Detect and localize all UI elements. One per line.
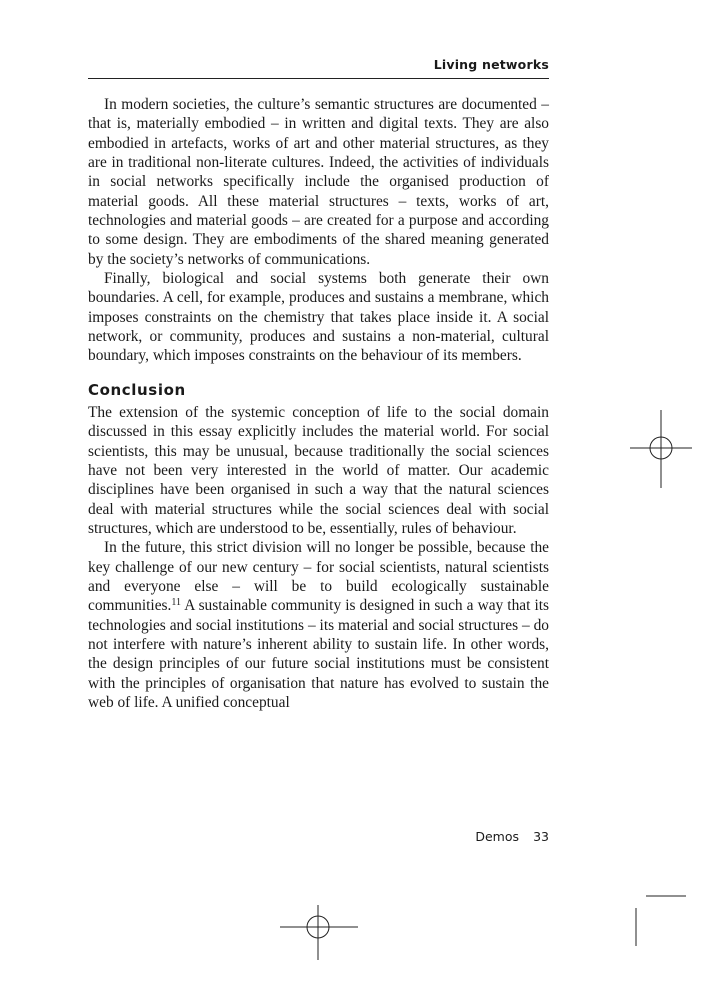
body-text [88,95,549,712]
paragraph-boundaries: Finally, biological and social systems both generate their own boundaries. A cell, for example, produces and sustains a membrane, which imposes constraints on the chemistry that takes place inside it. A social network, or community, produces and sustains a non-material, cultural boundary, which imposes constraints on the behaviour of its members. [88,270,549,365]
running-header-title: Living networks [433,57,549,72]
registration-mark-bottom-icon [280,905,360,965]
crop-mark-icon [630,890,690,950]
running-header [88,55,549,81]
paragraph-text-part-2: A sustainable community is designed in such a way that its technologies and social institutions – its material and social structures – do not interfere with nature’s inherent ability to sustain life. In other words, the design principles of our future social institutions must be consistent with the principles of organisation that nature has evolved to sustain the web of life. A unified conceptual [88,597,549,711]
paragraph-sustainable-communities [88,538,549,712]
footnote-reference: 11 [171,597,181,609]
paragraph-text-part-1: In the future, this strict division will no longer be possible, because the key challenge of our new century – for social scientists, natural scientists and everyone else – will be to build ecologically sustainable communities. [88,539,549,615]
section-heading-conclusion: Conclusion [88,380,186,399]
page-footer [88,829,549,847]
paragraph-semantic-structures: In modern societies, the culture’s semantic structures are documented – that is, materially embodied – in written and digital texts. They are also embodied in artefacts, works of art and other material structures, as they are in traditional non-literate cultures. Indeed, the activities of individuals in social networks specifically include the organised production of material goods. All these material structures – texts, works of art, technologies and material goods – are created for a purpose and according to some design. They are embodiments of the shared meaning generated by the society’s networks of communications. [88,96,549,268]
header-rule [88,78,549,79]
page-number: 33 [533,829,549,844]
paragraph-conclusion: The extension of the systemic conception of life to the social domain discussed in this essay explicitly includes the material world. For social scientists, this may be unusual, because traditionally the social sciences have not been very interested in the world of matter. Our academic disciplines have been organised in such a way that the natural sciences deal with material structures while the social sciences deal with social structures, which are understood to be, essentially, rules of behaviour. [88,403,549,537]
registration-mark-right-icon [630,410,700,490]
footer-publisher: Demos [475,829,519,844]
